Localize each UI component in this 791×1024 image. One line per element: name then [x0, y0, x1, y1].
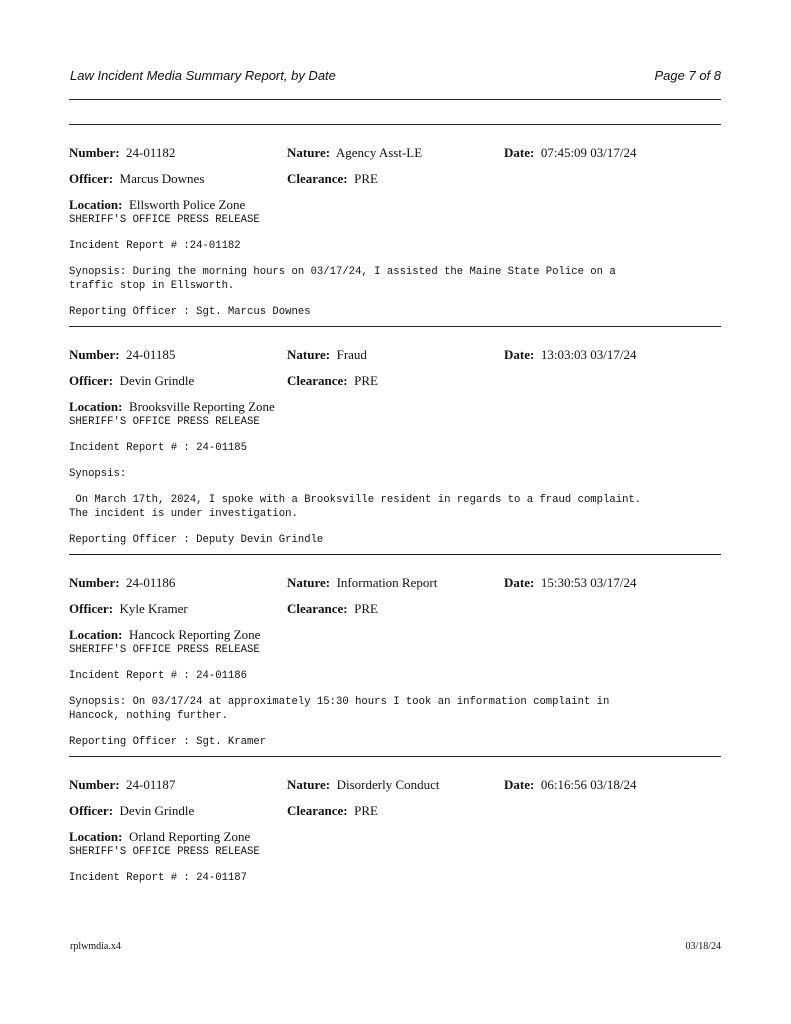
- number-field: [69, 145, 175, 161]
- location-label: Location:: [69, 399, 123, 414]
- number-value: 24-01182: [126, 145, 176, 160]
- press-release-line: SHERIFF'S OFFICE PRESS RELEASE: [69, 846, 260, 858]
- clearance-value: PRE: [354, 601, 378, 616]
- section-divider: [69, 124, 721, 125]
- press-release-line: SHERIFF'S OFFICE PRESS RELEASE: [69, 644, 260, 656]
- location-field: [69, 829, 250, 845]
- incident-divider: [69, 326, 721, 327]
- date-label: Date:: [504, 777, 535, 792]
- nature-value: Fraud: [336, 347, 367, 362]
- location-value: Hancock Reporting Zone: [128, 627, 261, 642]
- clearance-label: Clearance:: [287, 373, 348, 388]
- officer-value: Kyle Kramer: [119, 601, 188, 616]
- number-value: 24-01187: [126, 777, 176, 792]
- officer-label: Officer:: [69, 803, 114, 818]
- nature-label: Nature:: [287, 145, 331, 160]
- number-label: Number:: [69, 777, 120, 792]
- date-value: 15:30:53 03/17/24: [540, 575, 637, 590]
- officer-label: Officer:: [69, 373, 114, 388]
- nature-label: Nature:: [287, 777, 331, 792]
- header-divider: [69, 99, 721, 100]
- incident-report-number: Incident Report # :24-01182: [69, 240, 241, 252]
- officer-field: [69, 171, 204, 187]
- incident-report-number: Incident Report # : 24-01186: [69, 670, 248, 682]
- synopsis-line: Synopsis: During the morning hours on 03/17/24, I assisted the Maine State Police on a: [69, 266, 616, 278]
- number-field: [69, 777, 175, 793]
- officer-value: Devin Grindle: [119, 803, 195, 818]
- date-value: 13:03:03 03/17/24: [540, 347, 637, 362]
- number-label: Number:: [69, 347, 120, 362]
- nature-field: [287, 777, 440, 793]
- officer-field: [69, 373, 194, 389]
- synopsis-line: Synopsis: On 03/17/24 at approximately 15:30 hours I took an information complaint in: [69, 696, 610, 708]
- press-release-line: SHERIFF'S OFFICE PRESS RELEASE: [69, 214, 260, 226]
- press-release-line: SHERIFF'S OFFICE PRESS RELEASE: [69, 416, 260, 428]
- nature-label: Nature:: [287, 347, 331, 362]
- incident-report-number: Incident Report # : 24-01187: [69, 872, 248, 884]
- incident-divider: [69, 756, 721, 757]
- date-label: Date:: [504, 575, 535, 590]
- location-value: Brooksville Reporting Zone: [128, 399, 275, 414]
- synopsis-line: On March 17th, 2024, I spoke with a Brooksville resident in regards to a fraud complaint.: [69, 494, 642, 506]
- officer-value: Marcus Downes: [119, 171, 205, 186]
- location-value: Ellsworth Police Zone: [128, 197, 246, 212]
- page-header: [70, 68, 721, 88]
- nature-field: [287, 347, 367, 363]
- nature-value: Disorderly Conduct: [336, 777, 440, 792]
- number-label: Number:: [69, 145, 120, 160]
- location-label: Location:: [69, 829, 123, 844]
- date-field: [504, 347, 637, 363]
- location-label: Location:: [69, 197, 123, 212]
- clearance-field: [287, 803, 378, 819]
- officer-field: [69, 803, 194, 819]
- clearance-value: PRE: [354, 803, 378, 818]
- location-field: [69, 627, 260, 643]
- officer-field: [69, 601, 188, 617]
- nature-field: [287, 575, 437, 591]
- reporting-officer: Reporting Officer : Deputy Devin Grindle: [69, 534, 324, 546]
- reporting-officer: Reporting Officer : Sgt. Marcus Downes: [69, 306, 311, 318]
- date-label: Date:: [504, 145, 535, 160]
- synopsis-label: Synopsis:: [69, 468, 127, 480]
- clearance-value: PRE: [354, 373, 378, 388]
- nature-field: [287, 145, 422, 161]
- number-value: 24-01186: [126, 575, 176, 590]
- number-label: Number:: [69, 575, 120, 590]
- location-field: [69, 197, 245, 213]
- date-field: [504, 145, 637, 161]
- clearance-label: Clearance:: [287, 803, 348, 818]
- nature-value: Information Report: [336, 575, 438, 590]
- date-value: 06:16:56 03/18/24: [540, 777, 637, 792]
- footer-report-id: rplwmdia.x4: [70, 941, 121, 952]
- clearance-field: [287, 373, 378, 389]
- report-title: Law Incident Media Summary Report, by Date: [70, 68, 336, 83]
- officer-label: Officer:: [69, 601, 114, 616]
- number-value: 24-01185: [126, 347, 176, 362]
- date-field: [504, 777, 637, 793]
- synopsis-line: The incident is under investigation.: [69, 508, 298, 520]
- clearance-field: [287, 601, 378, 617]
- incident-report-number: Incident Report # : 24-01185: [69, 442, 248, 454]
- reporting-officer: Reporting Officer : Sgt. Kramer: [69, 736, 267, 748]
- synopsis-line: traffic stop in Ellsworth.: [69, 280, 235, 292]
- location-label: Location:: [69, 627, 123, 642]
- page-number: Page 7 of 8: [654, 68, 721, 83]
- number-field: [69, 347, 175, 363]
- officer-label: Officer:: [69, 171, 114, 186]
- number-field: [69, 575, 175, 591]
- synopsis-line: Hancock, nothing further.: [69, 710, 228, 722]
- incident-divider: [69, 554, 721, 555]
- nature-label: Nature:: [287, 575, 331, 590]
- officer-value: Devin Grindle: [119, 373, 195, 388]
- clearance-label: Clearance:: [287, 171, 348, 186]
- clearance-label: Clearance:: [287, 601, 348, 616]
- date-value: 07:45:09 03/17/24: [540, 145, 637, 160]
- date-field: [504, 575, 637, 591]
- location-value: Orland Reporting Zone: [128, 829, 251, 844]
- nature-value: Agency Asst-LE: [335, 145, 423, 160]
- date-label: Date:: [504, 347, 535, 362]
- location-field: [69, 399, 275, 415]
- clearance-value: PRE: [354, 171, 378, 186]
- clearance-field: [287, 171, 378, 187]
- footer-date: 03/18/24: [685, 941, 721, 952]
